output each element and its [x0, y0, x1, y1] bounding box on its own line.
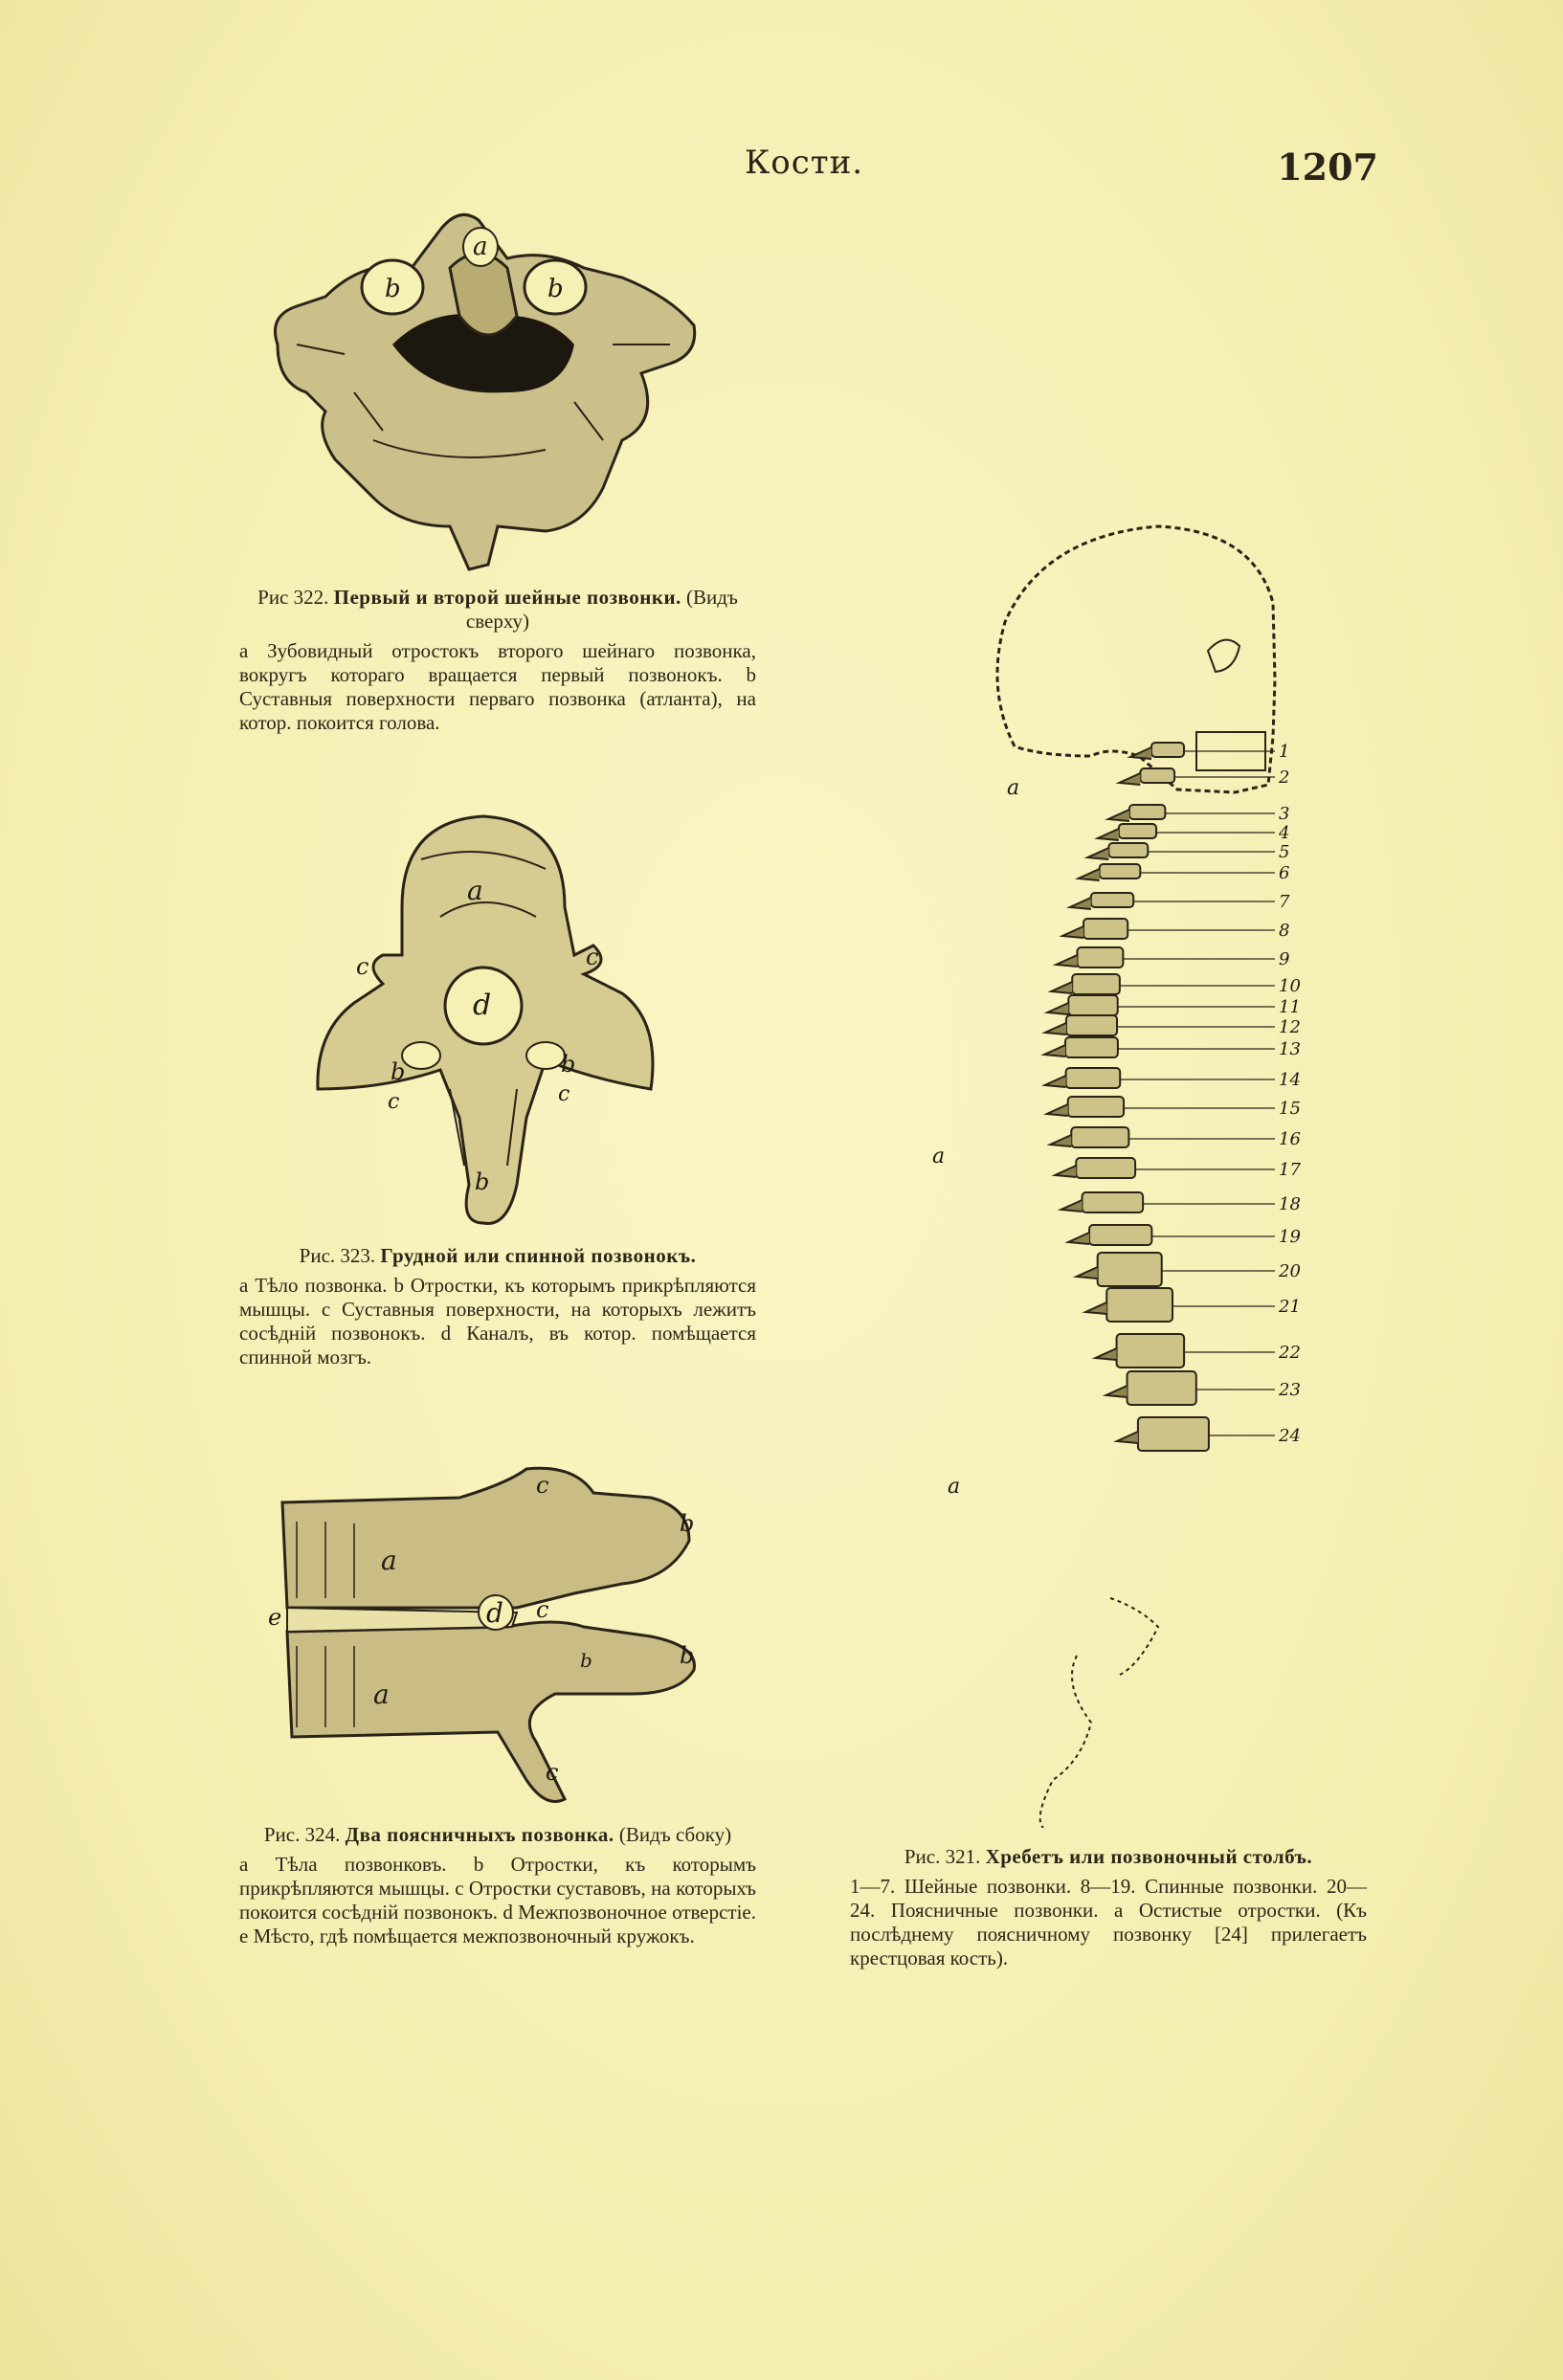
fig324-label-c-bottom: c: [546, 1759, 559, 1786]
spinous-process-23: [1106, 1386, 1128, 1397]
spinous-process-6: [1079, 869, 1100, 880]
fig322-subtitle: (Видъ сверху): [465, 586, 738, 633]
vertebra-number-19: 19: [1279, 1227, 1301, 1247]
fig324-label-b-upper: b: [680, 1510, 695, 1537]
fig324-label-c-top: c: [536, 1472, 549, 1499]
fig324-label-b-lower: b: [680, 1642, 695, 1669]
vertebra-4: [1119, 824, 1156, 838]
spinous-process-22: [1096, 1348, 1117, 1360]
fig322-caption: [239, 586, 756, 735]
spinous-process-3: [1108, 810, 1129, 821]
spinous-process-13: [1044, 1045, 1065, 1057]
vertebra-number-10: 10: [1279, 976, 1301, 996]
figure-322-illustration: [258, 201, 708, 574]
fig323-title: Грудной или спинной позвонокъ.: [380, 1244, 697, 1267]
vertebra-24: [1138, 1417, 1209, 1451]
vertebra-number-15: 15: [1279, 1099, 1301, 1119]
fig321-title: Хребетъ или позвоночный столбъ.: [985, 1845, 1313, 1868]
vertebra-number-4: 4: [1279, 823, 1290, 843]
fig323-body: a Тѣло позвонка. b Отростки, къ которымъ прикрѣпляются мышцы. c Суставныя поверхности, на которыхъ лежитъ сосѣдній позвонокъ. d Каналъ, въ котор. помѣщается спинной мозгъ.: [239, 1274, 756, 1368]
vertebra-number-16: 16: [1279, 1129, 1301, 1149]
fig323-caption: [239, 1244, 756, 1369]
vertebra-3: [1129, 805, 1165, 819]
fig323-label-d: d: [473, 989, 492, 1022]
spinous-process-2: [1119, 773, 1140, 785]
fig324-title: Два поясничныхъ позвонка.: [345, 1823, 614, 1846]
figure-321-illustration: [919, 517, 1321, 1828]
spinous-process-17: [1055, 1166, 1076, 1177]
spinous-process-11: [1047, 1003, 1068, 1014]
fig324-label-b-small: b: [580, 1649, 592, 1672]
vertebra-8: [1083, 919, 1128, 939]
vertebra-number-11: 11: [1279, 997, 1301, 1017]
fig324-number: Рис. 324.: [263, 1823, 341, 1846]
fig322-label-b-right: b: [547, 275, 564, 303]
fig324-label-c-mid: c: [536, 1596, 549, 1623]
fig324-subtitle: (Видъ сбоку): [618, 1823, 732, 1846]
fig324-caption: [239, 1823, 756, 1948]
vertebra-19: [1089, 1225, 1151, 1245]
vertebra-number-12: 12: [1279, 1017, 1301, 1037]
spinous-process-16: [1050, 1135, 1071, 1146]
fig322-number: Рис 322.: [257, 586, 329, 609]
running-head: Кости.: [744, 144, 864, 182]
vertebra-number-1: 1: [1279, 742, 1290, 762]
fig321-body: 1—7. Шейные позвонки. 8—19. Спинные позвонки. 20—24. Поясничные позвонки. a Остистые отростки. (Къ послѣднему поясничному позвонку [24] прилегаетъ крестцовая кость).: [850, 1875, 1367, 1969]
fig322-label-a: a: [473, 233, 488, 261]
vertebra-number-23: 23: [1279, 1380, 1301, 1400]
fig324-caption-title: [239, 1823, 756, 1847]
fig324-label-e: e: [268, 1604, 282, 1631]
spinous-process-10: [1051, 982, 1072, 993]
fig323-label-c-left: c: [356, 953, 369, 980]
vertebra-1: [1151, 743, 1184, 757]
vertebra-number-3: 3: [1279, 804, 1290, 824]
fig323-label-b-bottom: b: [475, 1168, 490, 1195]
spinous-process-8: [1062, 926, 1083, 938]
spinous-process-18: [1061, 1200, 1083, 1212]
vertebra-11: [1068, 995, 1117, 1015]
vertebra-number-6: 6: [1279, 863, 1290, 883]
spinous-process-14: [1045, 1076, 1066, 1087]
vertebra-17: [1076, 1158, 1135, 1178]
vertebra-number-2: 2: [1279, 767, 1290, 788]
vertebra-number-8: 8: [1279, 921, 1290, 941]
page-number: 1207: [1277, 145, 1378, 189]
spinous-process-20: [1077, 1267, 1098, 1279]
vertebra-18: [1083, 1192, 1144, 1212]
vertebra-number-13: 13: [1279, 1039, 1301, 1059]
fig321-label-a-mid: a: [932, 1145, 946, 1168]
vertebra-number-14: 14: [1279, 1070, 1301, 1090]
vertebra-number-20: 20: [1279, 1261, 1301, 1281]
vertebra-number-17: 17: [1279, 1160, 1301, 1180]
vertebra-23: [1128, 1371, 1196, 1405]
vertebra-16: [1071, 1127, 1128, 1147]
spinous-process-19: [1068, 1233, 1089, 1244]
fig321-number: Рис. 321.: [904, 1845, 981, 1868]
vertebra-number-18: 18: [1279, 1194, 1301, 1214]
fig322-label-b-left: b: [385, 275, 401, 303]
fig323-label-b-left: b: [391, 1058, 406, 1085]
vertebra-number-7: 7: [1279, 892, 1290, 912]
vertebra-number-21: 21: [1279, 1297, 1301, 1317]
vertebra-10: [1072, 974, 1120, 994]
fig323-label-c-right: c: [586, 944, 599, 970]
spinous-process-12: [1045, 1023, 1066, 1034]
fig322-title: Первый и второй шейные позвонки.: [333, 586, 681, 609]
spinous-process-9: [1056, 955, 1077, 967]
spinous-process-24: [1117, 1432, 1138, 1443]
vertebra-9: [1077, 947, 1123, 968]
spinous-process-15: [1047, 1104, 1068, 1116]
fig323-label-c-lower-left: c: [388, 1090, 400, 1114]
fig322-caption-title: [239, 586, 756, 634]
vertebra-12: [1066, 1015, 1117, 1035]
fig321-caption-title: [850, 1845, 1367, 1869]
fig323-label-c-lower-right: c: [558, 1082, 570, 1106]
figure-324-illustration: [268, 1455, 718, 1809]
spinous-process-4: [1098, 829, 1119, 840]
fig323-number: Рис. 323.: [299, 1244, 376, 1267]
fig323-label-b-right: b: [561, 1051, 576, 1078]
vertebra-7: [1091, 893, 1133, 907]
fig324-label-a-lower: a: [373, 1679, 390, 1710]
spine-vertebrae: [1044, 743, 1209, 1451]
fig323-caption-title: [239, 1244, 756, 1268]
vertebra-2: [1140, 768, 1174, 783]
fig324-body: a Тѣла позвонковъ. b Отростки, къ которымъ прикрѣпляются мышцы. c Отростки суставовъ, на которыхъ покоится сосѣдній позвонокъ. d Межпозвоночное отверстіе. e Мѣсто, гдѣ помѣщается межпозвоночный кружокъ.: [239, 1853, 756, 1947]
spinous-process-5: [1087, 848, 1108, 859]
vertebra-14: [1066, 1068, 1121, 1088]
vertebra-21: [1106, 1288, 1172, 1322]
spinous-process-21: [1085, 1302, 1106, 1314]
vertebra-number-9: 9: [1279, 949, 1290, 969]
fig324-label-a-upper: a: [381, 1545, 397, 1576]
fig321-label-a-bottom: a: [948, 1475, 961, 1499]
vertebra-15: [1068, 1097, 1124, 1117]
vertebra-22: [1117, 1334, 1185, 1368]
fig324-label-d: d: [486, 1597, 503, 1629]
vertebra-number-22: 22: [1279, 1343, 1301, 1363]
fig321-label-a-top: a: [1007, 776, 1020, 800]
vertebra-13: [1065, 1037, 1118, 1057]
vertebra-6: [1100, 864, 1141, 879]
fig323-label-a: a: [467, 875, 483, 906]
figure-323-illustration: [306, 802, 660, 1233]
vertebra-5: [1108, 843, 1148, 857]
vertebra-20: [1098, 1253, 1162, 1286]
vertebra-number-24: 24: [1279, 1426, 1301, 1446]
spinous-process-7: [1070, 898, 1091, 909]
fig322-body: a Зубовидный отростокъ второго шейнаго позвонка, вокругъ котораго вращается первый позвонокъ. b Суставныя поверхности перваго позвонка (атланта), на котор. покоится голова.: [239, 639, 756, 734]
vertebra-number-5: 5: [1279, 842, 1290, 862]
fig321-caption: [850, 1845, 1367, 1970]
